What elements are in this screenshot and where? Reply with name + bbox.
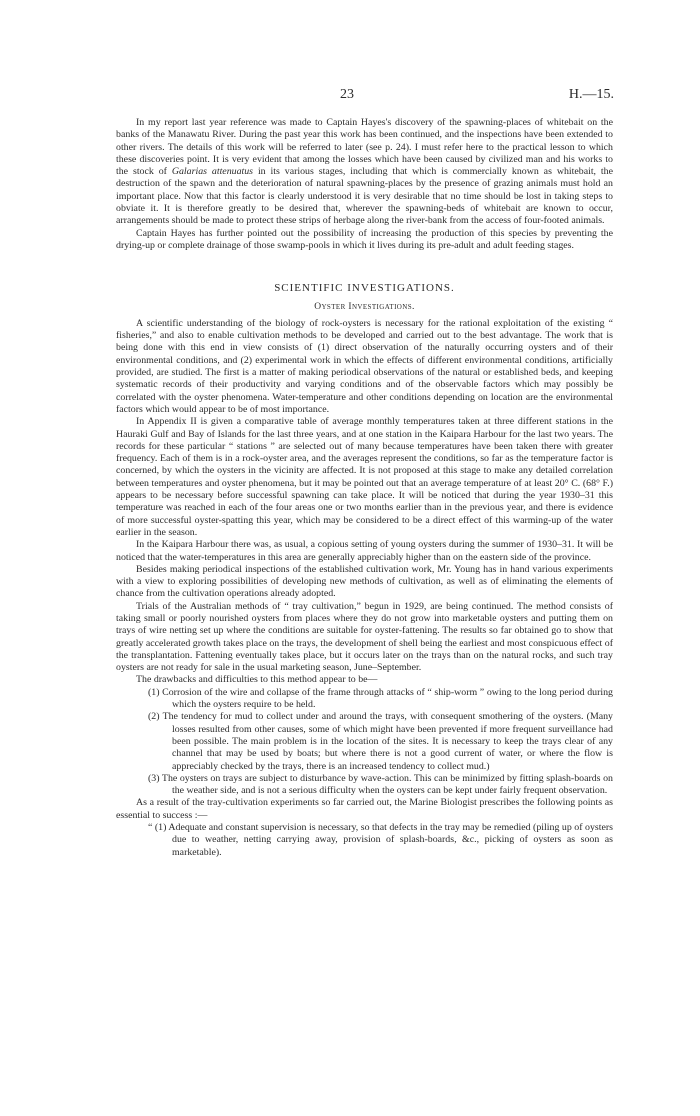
- list-item-2: (2) The tendency for mud to collect under and around the trays, with consequent smothering of the oysters. (Many losses resulted from other causes, some of which might have been prevented if more frequent surveillance had been possible. The main problem is in the location of the sites. It is necessary to keep the trays clear of any channel that may be used by boats; but where there is not a good current of water, or where the flow is appreciably checked by the trays, there is an increased tendency to collect mud.): [148, 711, 613, 772]
- intro-paragraph-1: [116, 117, 613, 228]
- intro-p1-start: In my report last year reference was made to Captain Hayes's discovery of the spawning-places of whitebait on the banks of the Manawatu River. During the past year this work has been continued, and the inspections have been extended to other rivers. The details of this work will be referred to later (see p. 24). I must refer here to the practical lesson to which these discoveries point. It is very evident that among the losses which have been caused by civilized man and his works to the stock of: [116, 117, 613, 178]
- intro-paragraph-2: Captain Hayes has further pointed out the possibility of increasing the production of this species by preventing the drying-up or complete drainage of those swamp-pools in which it lives during its pre-adult and adult feeding stages.: [116, 227, 613, 251]
- section-title: SCIENTIFIC INVESTIGATIONS.: [274, 282, 455, 295]
- list-item-1: (1) Corrosion of the wire and collapse of the frame through attacks of “ ship-worm ” owing to the long period during which the oysters require to be held.: [148, 686, 613, 711]
- section-paragraph-2: In Appendix II is given a comparative table of average monthly temperatures taken at three different stations in the Hauraki Gulf and Bay of Islands for the last three years, and at one station in the Kaipara Harbour for the last two years. The records for these particular “ stations ” are selected out of many because temperatures have been taken there with greater frequency. Each of them is in a rock-oyster area, and the averages represent the conditions, so far as the temperature factor is concerned, by which the oysters in the vicinity are affected. It is not proposed at this stage to make any detailed correlation between temperatures and oyster phenomena, but it may be pointed out that an average temperature of at least 20° C. (68° F.) appears to be necessary before successful spawning can take place. It will be noticed that during the year 1930–31 this temperature was reached in each of the four areas one or two months earlier than in the previous year, and there is evidence of more successful oyster-spatting this year, which may be considered to be a direct effect of this warming-up of the water earlier in the season.: [116, 416, 613, 538]
- section-paragraph-4: Besides making periodical inspections of the established cultivation work, Mr. Young has in hand various experiments with a view to exploring possibilities of developing new methods of cultivation, as well as of eliminating the elements of chance from the cultivation operations already adopted.: [116, 563, 613, 600]
- section-paragraph-6: The drawbacks and difficulties to this method appear to be—: [136, 674, 378, 686]
- quoted-point-1: “ (1) Adequate and constant supervision is necessary, so that defects in the tray may be remedied (piling up of oysters due to weather, netting carrying away, provision of splash-boards, &c., picking of oysters as soon as marketable).: [148, 822, 613, 858]
- body-text: [116, 117, 613, 859]
- report-reference: H.—15.: [568, 87, 614, 102]
- section-paragraph-5: Trials of the Australian methods of “ tray cultivation,” begun in 1929, are being continued. The method consists of taking small or poorly nourished oysters from places where they do not grow into marketable oysters and putting them on trays of wire netting set up where the conditions are suitable for oyster-fattening. The results so far obtained go to show that greatly accelerated growth takes place on the trays, the development of shell being the earliest and most conspicuous effect of the transplantation. Fattening eventually takes place, but it occurs later on the trays than on the natural rocks, and such tray oysters are not ready for sale in the usual marketing season, June–September.: [116, 600, 613, 674]
- section-paragraph-1: A scientific understanding of the biology of rock-oysters is necessary for the rational exploitation of the existing “ fisheries,” and also to enable cultivation methods to be developed and carried out to the best advantage. The work that is being done with this end in view consists of (1) direct observation of the naturally occurring oysters and of their environmental conditions, and (2) experimental work in which the effects of different environmental conditions, artificially provided, are studied. The first is a matter of making periodical observations of the natural or established beds, and keeping systematic records of their productivity and varying conditions and of the observable factors which may possibly be correlated with the oyster phenomena. Water-temperature and other conditions depending on location are the environmental factors which would appear to be of most importance.: [116, 317, 613, 415]
- species-name: Galarias attenuatus: [171, 166, 254, 178]
- page-number: 23: [340, 87, 354, 102]
- section-subtitle: Oyster Investigations.: [314, 301, 415, 312]
- list-item-3: (3) The oysters on trays are subject to disturbance by wave-action. This can be minimized by fitting splash-boards on the weather side, and is not a serious difficulty when the oysters can be kept under fairly frequent observation.: [148, 772, 613, 797]
- intro-p1-end: in its various stages, including that which is commercially known as whitebait, the destruction of the spawn and the deterioration of natural spawning-places by the presence of grazing animals must hold an important place. Now that this factor is clearly understood it is very desirable that no time should be lost in taking steps to obviate it. It is therefore greatly to be desired that, wherever the spawning-beds of whitebait are known to occur, arrangements should be made to protect these strips of herbage along the river-bank from the access of four-footed animals.: [116, 166, 613, 227]
- section-paragraph-3: In the Kaipara Harbour there was, as usual, a copious setting of young oysters during the summer of 1930–31. It will be noticed that the water-temperatures in this area are generally appreciably higher than on the eastern side of the province.: [116, 539, 613, 563]
- closing-paragraph: As a result of the tray-cultivation experiments so far carried out, the Marine Biologist prescribes the following points as essential to success :—: [116, 797, 613, 821]
